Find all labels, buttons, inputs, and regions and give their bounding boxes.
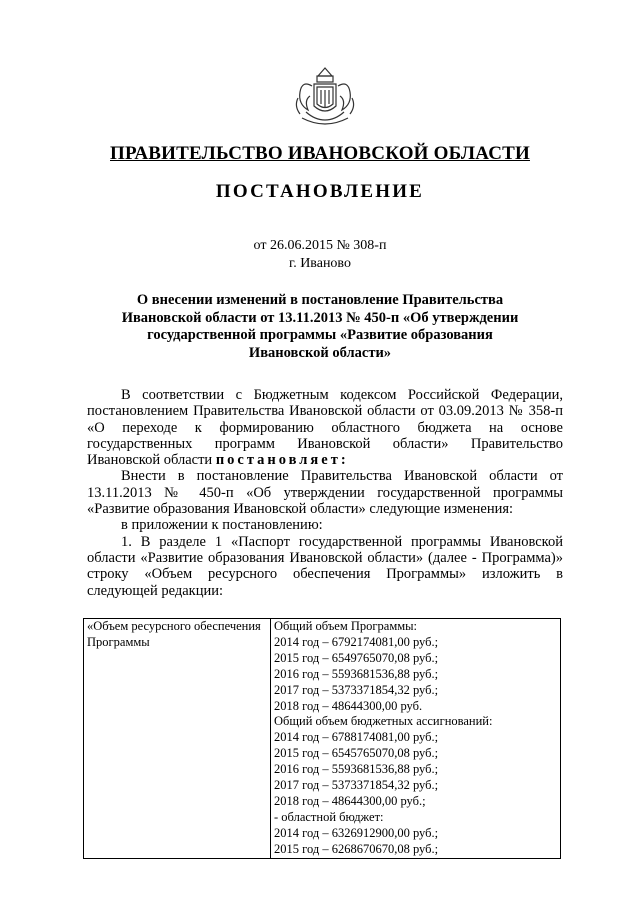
value-line: 2015 год – 6545765070,08 руб.; <box>274 746 439 761</box>
amendment-paragraph: Внести в постановление Правительства Ивановской области от 13.11.2013 № 450-п «Об утверждении государственной программы «Развитие образования Ивановской области» следующие изменения: <box>87 468 563 518</box>
subject-line: Ивановской области от 13.11.2013 № 450-п «Об утверждении <box>121 309 519 326</box>
subject-line: О внесении изменений в постановление Правительства <box>136 292 504 308</box>
section-paragraph: 1. В разделе 1 «Паспорт государственной программы Ивановской области «Развитие образования Ивановской области» (далее - Программа)» строку «Объем ресурсного обеспечения Программы» изложить в следующей редакции: <box>87 533 563 599</box>
appendix-paragraph: в приложении к постановлению: <box>121 517 323 534</box>
preamble-paragraph <box>87 387 563 468</box>
decree-word: постановляет: <box>215 452 349 469</box>
value-line: 2015 год – 6268670670,08 руб.; <box>274 841 439 856</box>
value-line: 2014 год – 6792174081,00 руб.; <box>274 634 439 649</box>
value-line: 2014 год – 6788174081,00 руб.; <box>274 730 439 745</box>
table-label-cell: «Объем ресурсного обеспечения Программы <box>84 619 271 859</box>
preamble-text: В соответствии с Бюджетным кодексом Российской Федерации, постановлением Правительства Ивановской области от 03.09.2013 № 358-п «О переходе к формированию областного бюджета на основе государственных программ Ивановской области» Правительство Ивановской области <box>87 387 563 469</box>
value-line: 2016 год – 5593681536,88 руб.; <box>274 666 439 681</box>
value-line: - областной бюджет: <box>274 809 384 824</box>
government-title: ПРАВИТЕЛЬСТВО ИВАНОВСКОЙ ОБЛАСТИ <box>110 143 530 164</box>
value-line: 2018 год – 48644300,00 руб. <box>274 698 423 713</box>
document-city: г. Иваново <box>289 256 351 271</box>
document-body <box>87 387 563 599</box>
subject-line: Ивановской области» <box>248 344 392 361</box>
document-type: ПОСТАНОВЛЕНИЕ <box>215 181 425 202</box>
value-line: 2016 год – 5593681536,88 руб.; <box>274 762 439 777</box>
value-line: 2015 год – 6549765070,08 руб.; <box>274 650 439 665</box>
subject-line: государственной программы «Развитие образования <box>147 327 493 343</box>
value-line: 2018 год – 48644300,00 руб.; <box>274 793 426 808</box>
value-line: 2014 год – 6326912900,00 руб.; <box>274 825 439 840</box>
value-line: Общий объем Программы: <box>274 619 418 633</box>
table-value-cell <box>271 619 561 859</box>
document-subject <box>100 292 540 362</box>
coat-of-arms-icon <box>290 62 360 128</box>
value-line: 2017 год – 5373371854,32 руб.; <box>274 682 439 697</box>
table-row <box>84 619 561 859</box>
document-date-number: от 26.06.2015 № 308-п <box>253 238 387 253</box>
value-line: Общий объем бюджетных ассигнований: <box>274 714 493 729</box>
resource-table <box>83 618 561 859</box>
value-line: 2017 год – 5373371854,32 руб.; <box>274 778 439 793</box>
